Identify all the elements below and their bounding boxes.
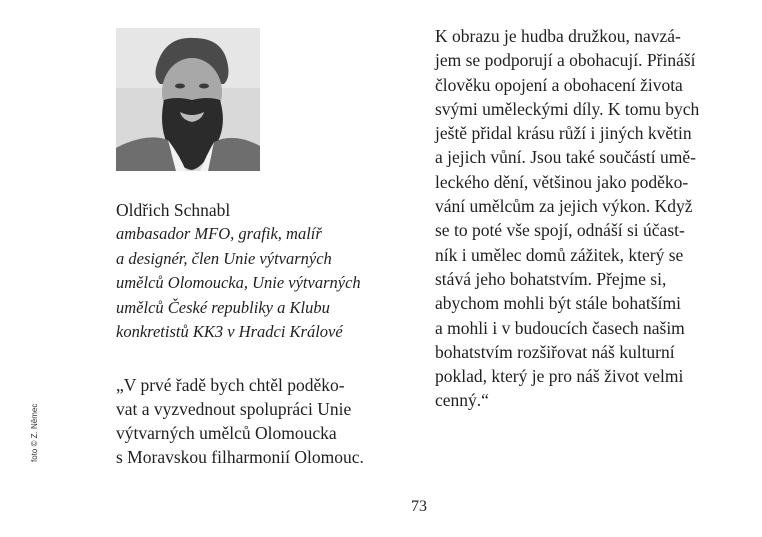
body-line: a mohli i v budoucích časech našim: [435, 317, 685, 338]
body-line: abychom mohli být stále bohatšími: [435, 293, 681, 314]
page-number: 73: [411, 498, 427, 515]
body-line: vání umělcům za jejich výkon. Když: [435, 196, 693, 217]
body-line: stává jeho bohatstvím. Přejme si,: [435, 268, 667, 289]
right-column-text: [435, 24, 699, 413]
author-role-line: umělců České republiky a Klubu: [116, 297, 330, 317]
author-role-line: konkretistů KK3 v Hradci Králové: [116, 322, 343, 341]
author-name: Oldřich Schnabl: [116, 200, 231, 220]
body-line: svými uměleckými díly. K tomu bych: [435, 98, 700, 119]
quote-paragraph: [116, 373, 364, 469]
photo-credit: foto © Z. Němec: [30, 403, 39, 462]
author-role: [116, 222, 361, 345]
author-role-line: umělců Olomoucka, Unie výtvarných: [116, 273, 361, 292]
body-line: se to poté vše spojí, odnáší si účast-: [435, 220, 685, 241]
quote-line: vat a vyzvednout spolupráci Unie: [116, 399, 352, 419]
quote-line: výtvarných umělců Olomoucka: [116, 423, 337, 443]
body-line: ník i umělec domů zážitek, který se: [435, 244, 684, 265]
body-line: bohatstvím rozšiřovat náš kulturní: [435, 341, 675, 362]
body-line: a jejich vůní. Jsou také součástí umě-: [435, 147, 696, 168]
body-line: poklad, který je pro náš život velmi: [435, 366, 684, 387]
author-portrait-photo: [116, 28, 260, 171]
author-role-line: a designér, člen Unie výtvarných: [116, 248, 332, 268]
author-role-line: ambasador MFO, grafik, malíř: [116, 224, 322, 243]
body-line: cenný.“: [435, 390, 489, 411]
body-line: K obrazu je hudba družkou, navzá-: [435, 26, 681, 46]
body-line: leckého dění, většinou jako poděko-: [435, 171, 689, 192]
quote-line: s Moravskou filharmonií Olomouc.: [116, 447, 364, 467]
body-line: člověku opojení a obohacení života: [435, 74, 683, 95]
quote-line: „V prvé řadě bych chtěl poděko-: [116, 375, 345, 395]
body-line: jem se podporují a obohacují. Přináší: [435, 50, 696, 71]
body-line: ještě přidal krásu růží i jiných květin: [435, 123, 692, 144]
